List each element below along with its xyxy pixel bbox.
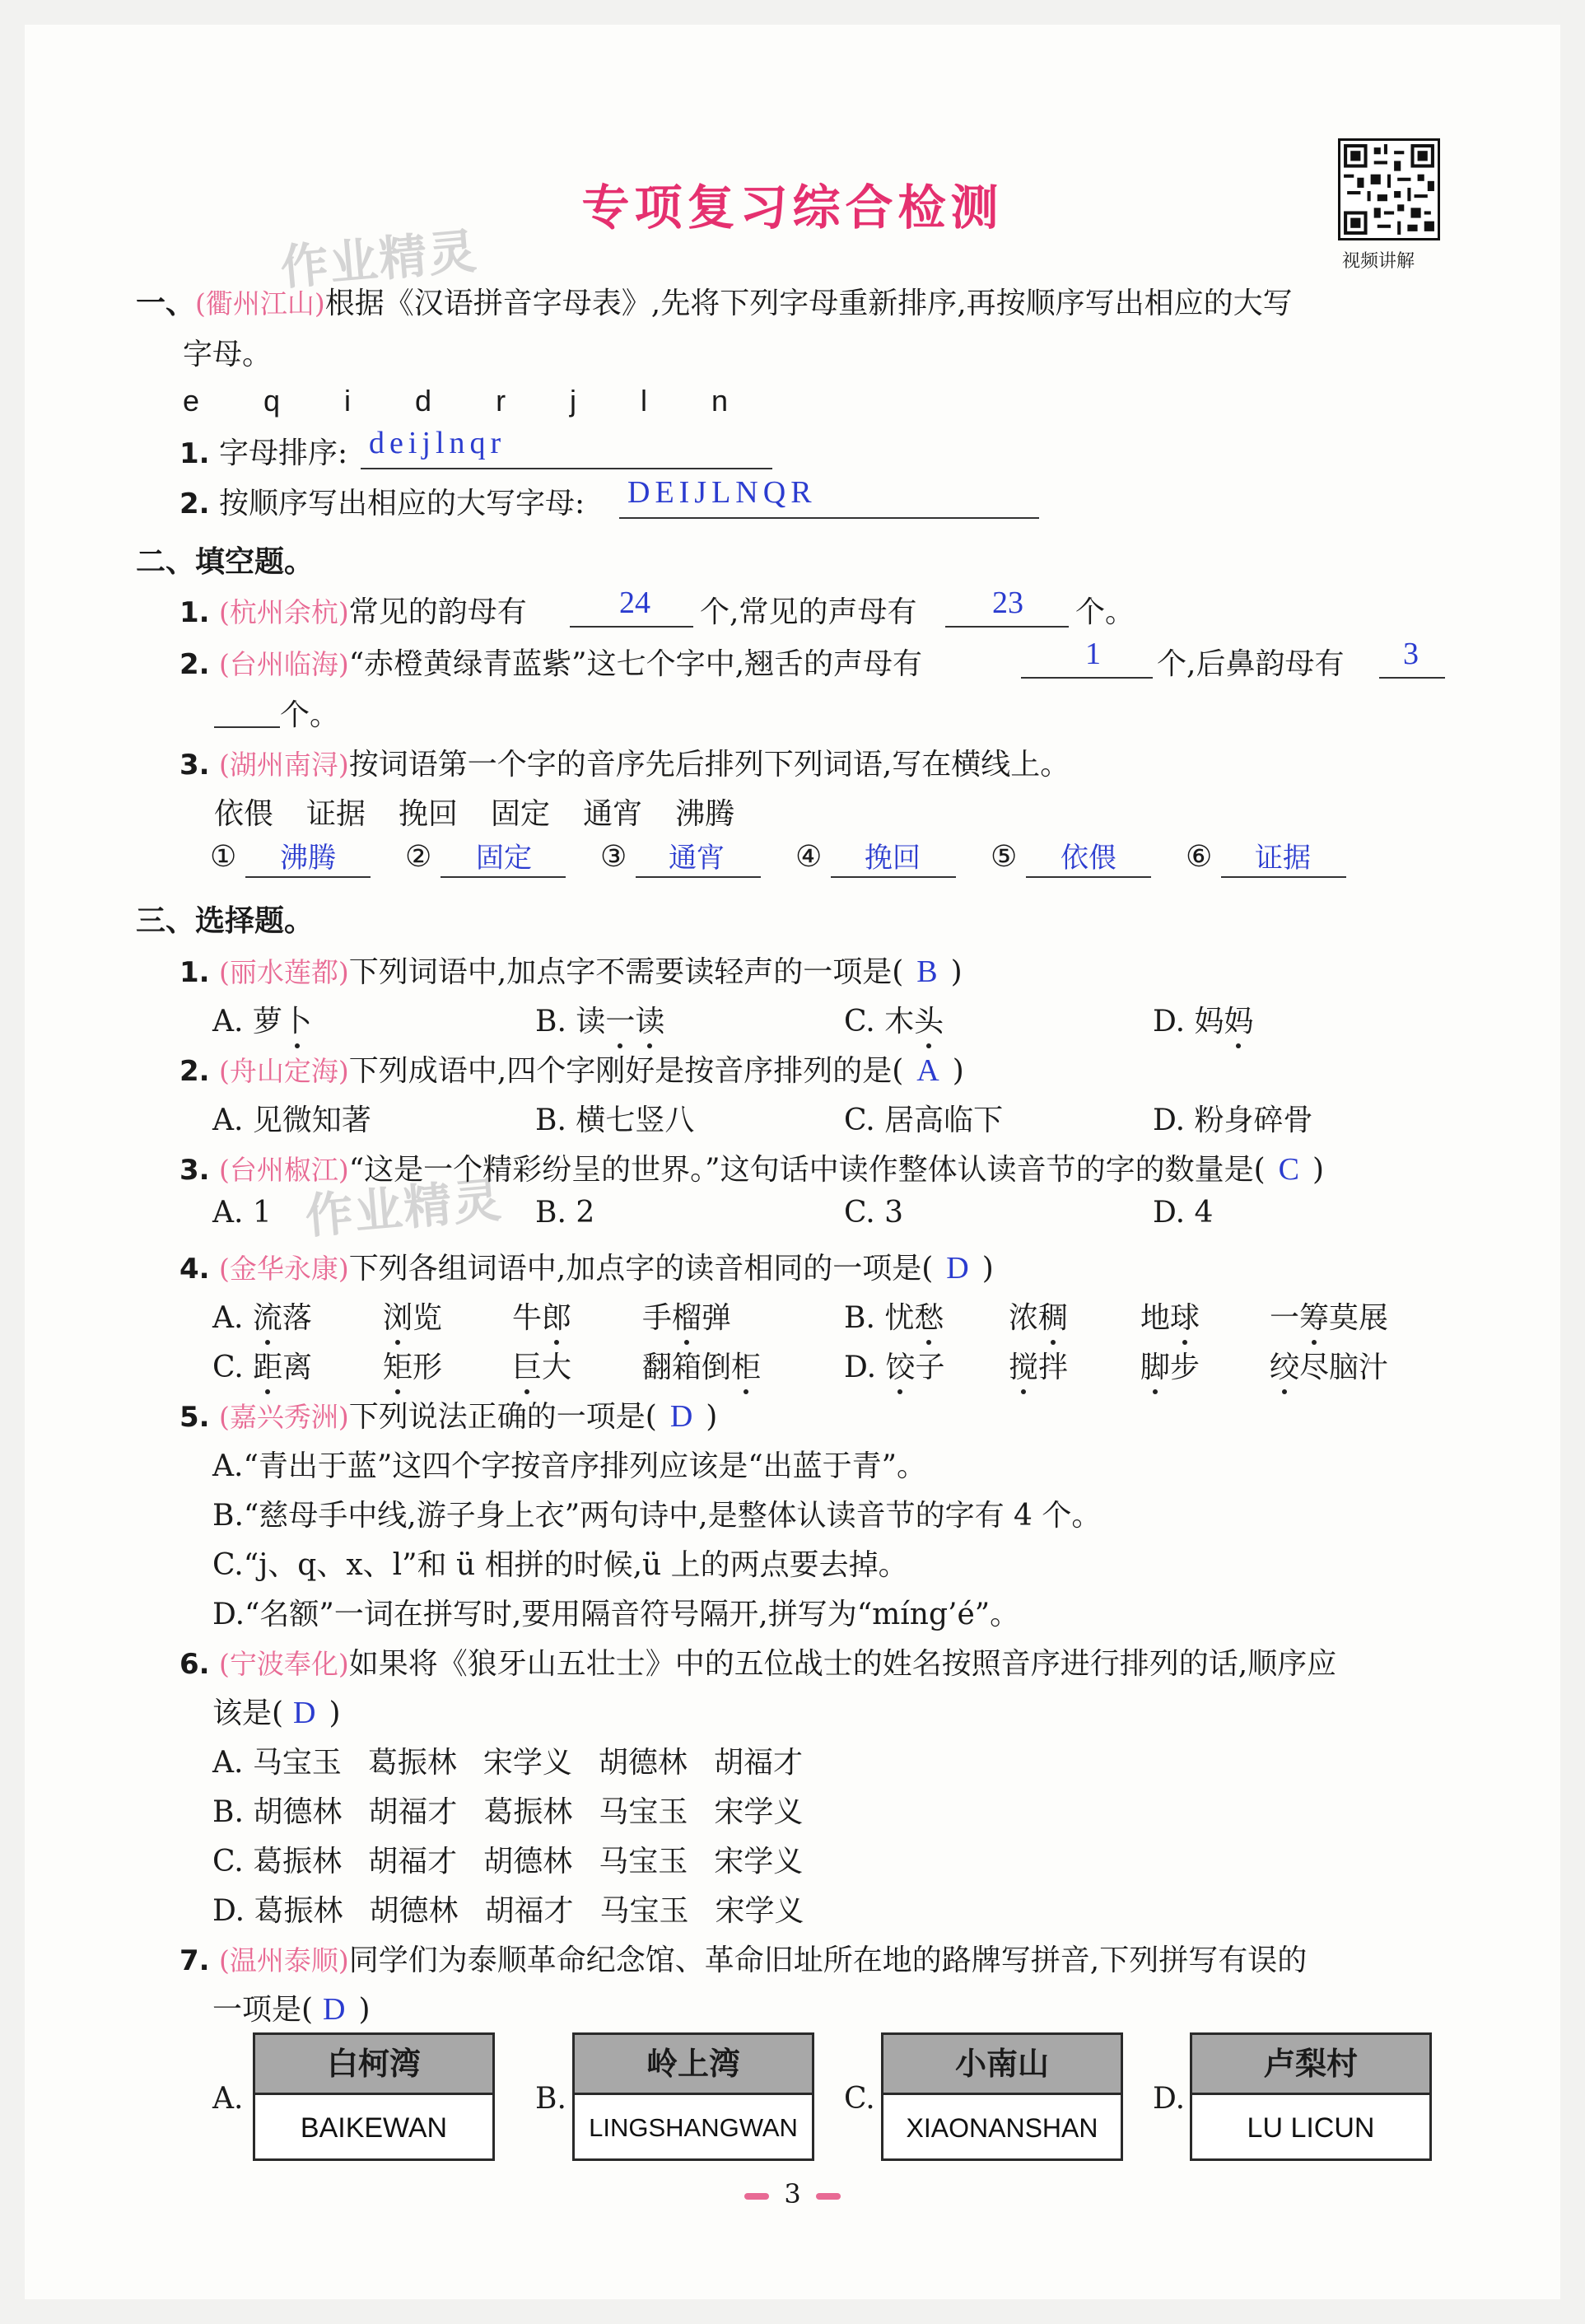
bracket: ) bbox=[952, 1054, 964, 1088]
answer-line[interactable] bbox=[636, 876, 761, 878]
question-text: 个。 bbox=[1075, 595, 1135, 629]
answer-choice: A bbox=[916, 1053, 939, 1088]
answer-choice: D bbox=[293, 1696, 316, 1730]
section-heading: 一、 bbox=[136, 287, 196, 320]
question-text: 下列成语中,四个字刚好是按音序排列的是( bbox=[348, 1054, 904, 1088]
question-number: 2. bbox=[179, 488, 210, 520]
answer-text: 固定 bbox=[476, 842, 532, 875]
section-heading: 二、填空题。 bbox=[136, 545, 315, 579]
question-source: (宁波奉化) bbox=[219, 1648, 349, 1680]
answer-choice: D bbox=[946, 1251, 969, 1286]
question-text: 字母。 bbox=[183, 338, 273, 371]
question-text: 个,常见的声母有 bbox=[700, 595, 917, 629]
order-mark: ① bbox=[210, 840, 237, 874]
answer-text: 证据 bbox=[1255, 842, 1311, 875]
letter-list: e q i d r j l n bbox=[183, 384, 757, 418]
answer-line[interactable] bbox=[1026, 876, 1151, 878]
question-text: 如果将《狼牙山五壮士》中的五位战士的姓名按照音序进行排列的话,顺序应 bbox=[348, 1647, 1337, 1681]
sign-hanzi: 白柯湾 bbox=[255, 2035, 492, 2095]
road-sign[interactable] bbox=[253, 2032, 495, 2161]
order-mark: ③ bbox=[600, 840, 627, 874]
answer-text: 1 bbox=[1085, 637, 1101, 671]
answer-text: 通宵 bbox=[669, 842, 725, 875]
question-source: (台州椒江) bbox=[219, 1154, 349, 1186]
watermark: 作业精灵 bbox=[277, 222, 480, 296]
question-text: 下列词语中,加点字不需要读轻声的一项是( bbox=[348, 955, 904, 989]
choice-option[interactable]: C. 居高临下 bbox=[844, 1104, 1004, 1137]
bracket: ) bbox=[981, 1252, 994, 1286]
choice-letter: D. bbox=[1153, 2082, 1186, 2116]
bracket: ) bbox=[950, 955, 963, 989]
choice-option[interactable]: D. 粉身碎骨 bbox=[1153, 1104, 1313, 1137]
choice-option[interactable]: B.“慈母手中线,游子身上衣”两句诗中,是整体认读音节的字有 4 个。 bbox=[212, 1499, 1102, 1533]
sign-hanzi: 小南山 bbox=[883, 2035, 1121, 2095]
question-text: 按词语第一个字的音序先后排列下列词语,写在横线上。 bbox=[348, 748, 1070, 782]
answer-line[interactable] bbox=[214, 726, 280, 728]
question-text: 个。 bbox=[280, 698, 340, 732]
bracket: ) bbox=[706, 1400, 718, 1434]
qr-code-icon[interactable] bbox=[1338, 138, 1440, 240]
choice-letter: C. bbox=[844, 2082, 875, 2116]
question-number: 5. bbox=[179, 1401, 210, 1434]
answer-line[interactable] bbox=[1221, 876, 1346, 878]
answer-text: 沸腾 bbox=[280, 842, 336, 875]
question-text: 常见的韵母有 bbox=[348, 595, 527, 629]
answer-choice: C bbox=[1278, 1152, 1299, 1187]
page-title: 专项复习综合检测 bbox=[581, 180, 1004, 236]
answer-line[interactable] bbox=[570, 626, 693, 628]
road-sign[interactable] bbox=[881, 2032, 1123, 2161]
sign-pinyin: LINGSHANGWAN bbox=[589, 2113, 798, 2142]
question-text: 一项是( bbox=[212, 1993, 314, 2027]
question-source: (金华永康) bbox=[219, 1253, 349, 1285]
question-number: 7. bbox=[179, 1944, 210, 1977]
bracket: ) bbox=[329, 1696, 341, 1730]
question-source: (杭州余杭) bbox=[219, 596, 349, 628]
question-number: 1. bbox=[179, 956, 210, 989]
answer-text: 24 bbox=[619, 586, 650, 620]
bracket: ) bbox=[1312, 1153, 1325, 1187]
choice-option[interactable]: B. 胡德林 胡福才 葛振林 马宝玉 宋学义 bbox=[212, 1795, 804, 1829]
choice-option[interactable]: B. 2 bbox=[535, 1196, 595, 1230]
choice-option[interactable]: B. 横七竖八 bbox=[535, 1104, 695, 1137]
word: 依偎 bbox=[214, 797, 274, 831]
choice-option[interactable]: C. 3 bbox=[844, 1196, 904, 1230]
section-heading: 三、选择题。 bbox=[136, 904, 315, 938]
road-sign[interactable] bbox=[572, 2032, 814, 2161]
word: 固定 bbox=[491, 797, 551, 831]
question-number: 3. bbox=[179, 749, 210, 782]
question-source: (丽水莲都) bbox=[219, 956, 349, 988]
sign-pinyin: LU LICUN bbox=[1247, 2112, 1375, 2144]
question-text: 该是( bbox=[212, 1696, 284, 1730]
question-text: “赤橙黄绿青蓝紫”这七个字中,翘舌的声母有 bbox=[348, 647, 923, 681]
choice-option[interactable]: A. 1 bbox=[212, 1196, 272, 1230]
question-text: 下列说法正确的一项是( bbox=[348, 1400, 657, 1434]
sign-hanzi: 卢梨村 bbox=[1192, 2035, 1429, 2095]
sign-pinyin: BAIKEWAN bbox=[300, 2112, 448, 2144]
choice-option[interactable]: C. 葛振林 胡福才 胡德林 马宝玉 宋学义 bbox=[212, 1845, 804, 1878]
order-mark: ② bbox=[405, 840, 432, 874]
answer-line[interactable] bbox=[945, 626, 1069, 628]
sign-pinyin: XIAONANSHAN bbox=[906, 2113, 1098, 2143]
answer-choice: B bbox=[916, 954, 938, 989]
choice-option[interactable]: A. 见微知著 bbox=[212, 1104, 371, 1137]
question-number: 3. bbox=[179, 1154, 210, 1187]
question-number: 1. bbox=[179, 437, 210, 470]
answer-choice: D bbox=[323, 1992, 346, 2027]
question-text: “这是一个精彩纷呈的世界。”这句话中读作整体认读音节的字的数量是( bbox=[348, 1153, 1266, 1187]
road-sign[interactable] bbox=[1190, 2032, 1432, 2161]
question-text: 按顺序写出相应的大写字母: bbox=[219, 487, 585, 520]
question-text: 字母排序: bbox=[219, 436, 348, 470]
word: 沸腾 bbox=[675, 797, 735, 831]
question-number: 2. bbox=[179, 1055, 210, 1088]
question-number: 2. bbox=[179, 648, 210, 681]
answer-text: 挽回 bbox=[865, 842, 921, 875]
word: 挽回 bbox=[399, 797, 459, 831]
question-number: 4. bbox=[179, 1253, 210, 1286]
question-number: 1. bbox=[179, 596, 210, 629]
answer-text: 3 bbox=[1403, 637, 1419, 671]
bracket: ) bbox=[358, 1993, 371, 2027]
answer-text: 23 bbox=[992, 586, 1023, 620]
question-text: 个,后鼻韵母有 bbox=[1157, 647, 1345, 681]
answer-text: DEIJLNQR bbox=[627, 475, 817, 510]
question-text: 同学们为泰顺革命纪念馆、革命旧址所在地的路牌写拼音,下列拼写有误的 bbox=[348, 1944, 1308, 1977]
qr-label: 视频讲解 bbox=[1342, 251, 1415, 272]
answer-text: deijlnqr bbox=[369, 426, 506, 460]
answer-line[interactable] bbox=[441, 876, 566, 878]
word: 证据 bbox=[306, 797, 366, 831]
answer-line[interactable] bbox=[831, 876, 956, 878]
answer-line[interactable] bbox=[245, 876, 371, 878]
answer-line[interactable] bbox=[1021, 677, 1153, 679]
choice-option[interactable]: D. 4 bbox=[1153, 1196, 1214, 1230]
question-text: 下列各组词语中,加点字的读音相同的一项是( bbox=[348, 1252, 934, 1286]
question-number: 6. bbox=[179, 1648, 210, 1681]
order-mark: ⑤ bbox=[991, 840, 1018, 874]
question-source: (舟山定海) bbox=[219, 1055, 349, 1087]
question-source: (温州泰顺) bbox=[219, 1944, 349, 1976]
question-source: (湖州南浔) bbox=[219, 749, 349, 781]
answer-line[interactable] bbox=[1379, 677, 1445, 679]
sign-hanzi: 岭上湾 bbox=[575, 2035, 812, 2095]
question-source: (嘉兴秀洲) bbox=[219, 1401, 349, 1433]
answer-choice: D bbox=[669, 1399, 693, 1434]
page-number: 3 bbox=[0, 2178, 1585, 2210]
choice-option[interactable]: D.“名额”一词在拼写时,要用隔音符号隔开,拼写为“míng’é”。 bbox=[212, 1598, 1020, 1631]
choice-letter: B. bbox=[535, 2082, 566, 2116]
word: 通宵 bbox=[583, 797, 643, 831]
choice-option[interactable]: A. 马宝玉 葛振林 宋学义 胡德林 胡福才 bbox=[212, 1746, 803, 1780]
question-source: (衢州江山) bbox=[195, 287, 325, 320]
answer-line[interactable] bbox=[361, 468, 772, 469]
answer-line[interactable] bbox=[619, 517, 1039, 519]
choice-letter: A. bbox=[212, 2082, 244, 2116]
watermark: 作业精灵 bbox=[302, 1171, 505, 1245]
question-source: (台州临海) bbox=[219, 648, 349, 680]
choice-option[interactable]: D. 葛振林 胡德林 胡福才 马宝玉 宋学义 bbox=[212, 1894, 804, 1928]
order-mark: ⑥ bbox=[1186, 840, 1213, 874]
choice-option[interactable]: C.“j、q、x、l”和 ü 相拼的时候,ü 上的两点要去掉。 bbox=[212, 1548, 908, 1582]
answer-text: 依偎 bbox=[1061, 842, 1116, 875]
question-text: 根据《汉语拼音字母表》,先将下列字母重新排序,再按顺序写出相应的大写 bbox=[324, 287, 1293, 320]
choice-option[interactable]: A.“青出于蓝”这四个字按音序排列应该是“出蓝于青”。 bbox=[212, 1449, 927, 1483]
order-mark: ④ bbox=[795, 840, 823, 874]
